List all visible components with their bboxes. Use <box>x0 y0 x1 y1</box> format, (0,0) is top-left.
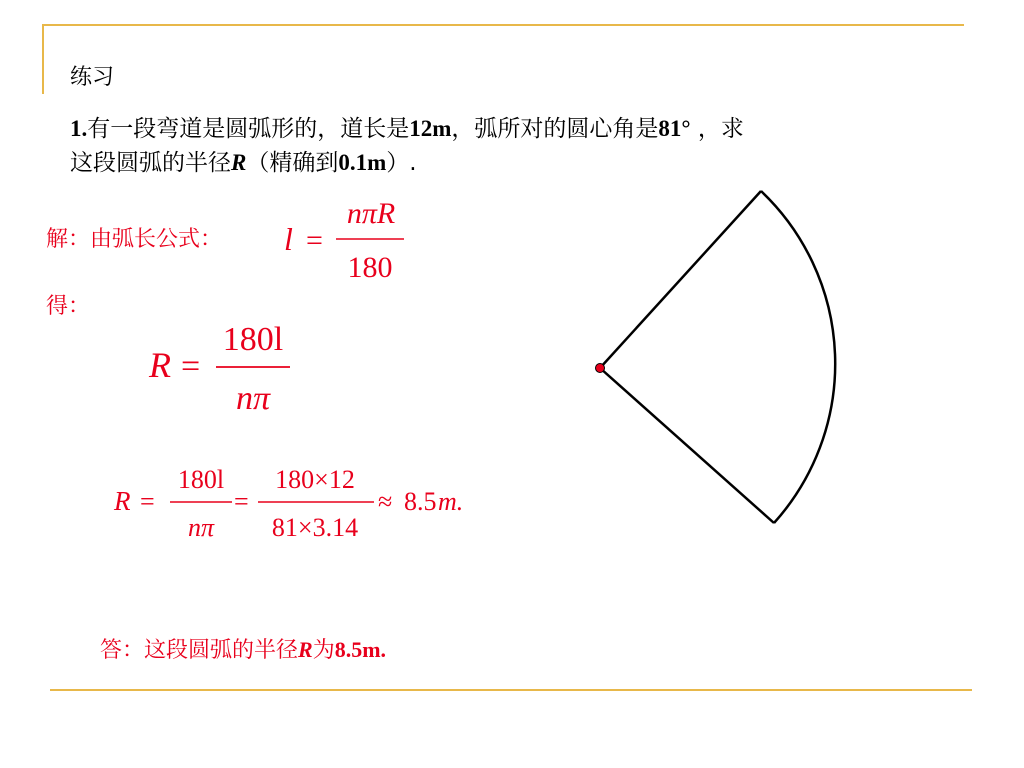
formula3-frac1-den: nπ <box>187 513 215 542</box>
radius-formula-svg <box>145 312 295 422</box>
sector-radius-upper <box>600 191 761 368</box>
bottom-border-line <box>50 689 972 691</box>
formula3-frac1-num: 180l <box>177 465 225 494</box>
formula3-eq1: = <box>140 487 155 516</box>
top-border-line <box>42 24 964 26</box>
slide-title: 练习 <box>70 65 115 90</box>
solution-label: 解：由弧长公式： <box>46 227 223 252</box>
formula3-frac2-den: 81×3.14 <box>271 513 359 542</box>
answer-statement <box>100 633 386 664</box>
problem-length: 12m <box>409 116 452 141</box>
formula1-eq: = <box>306 224 323 257</box>
formula1-lhs: l <box>284 221 293 257</box>
arc-length-formula-svg <box>280 195 410 290</box>
arc-length-formula <box>280 195 410 295</box>
answer-value: 8.5m. <box>334 637 387 662</box>
formula2-denominator: nπ <box>235 380 271 417</box>
formula3-approx: ≈ <box>378 487 393 516</box>
calculation-formula-svg <box>112 460 492 550</box>
problem-text-c: ，求 <box>690 116 744 142</box>
sector-figure-svg <box>560 180 860 540</box>
problem-precision: 0.1m <box>338 150 387 175</box>
problem-angle: 81° <box>658 116 691 141</box>
calculation-formula <box>112 460 492 555</box>
left-border-line <box>42 24 44 94</box>
formula2-numerator: 180l <box>222 321 284 358</box>
problem-var-r: R <box>231 150 247 175</box>
radius-formula <box>145 312 295 427</box>
formula3-eq2: = <box>234 487 249 516</box>
formula3-result: 8.5 <box>404 487 437 516</box>
formula2-lhs: R <box>149 345 171 385</box>
formula1-denominator: 180 <box>347 251 393 284</box>
derive-label: 得： <box>46 294 91 319</box>
answer-var-r: R <box>298 637 313 662</box>
sector-center-point <box>596 364 605 373</box>
formula3-lhs: R <box>114 486 131 516</box>
sector-figure <box>560 180 860 544</box>
sector-arc <box>761 191 835 523</box>
problem-text-a: 有一段弯道是圆弧形的，道长是 <box>87 116 410 142</box>
formula3-frac2-num: 180×12 <box>275 465 355 494</box>
formula1-numerator: nπR <box>346 197 396 230</box>
sector-radius-lower <box>600 368 774 523</box>
problem-text-e: （精确到 <box>246 150 339 176</box>
answer-label: 答：这段圆弧的半径 <box>100 638 299 663</box>
answer-text: 为 <box>312 638 335 663</box>
formula2-eq: = <box>181 348 201 385</box>
problem-statement <box>70 112 940 180</box>
formula3-unit: m. <box>438 487 464 516</box>
problem-text-b: ，弧所对的圆心角是 <box>451 116 659 142</box>
problem-text-f: ）. <box>386 150 417 176</box>
problem-number: 1. <box>70 116 88 141</box>
problem-text-d: 这段圆弧的半径 <box>70 150 231 176</box>
